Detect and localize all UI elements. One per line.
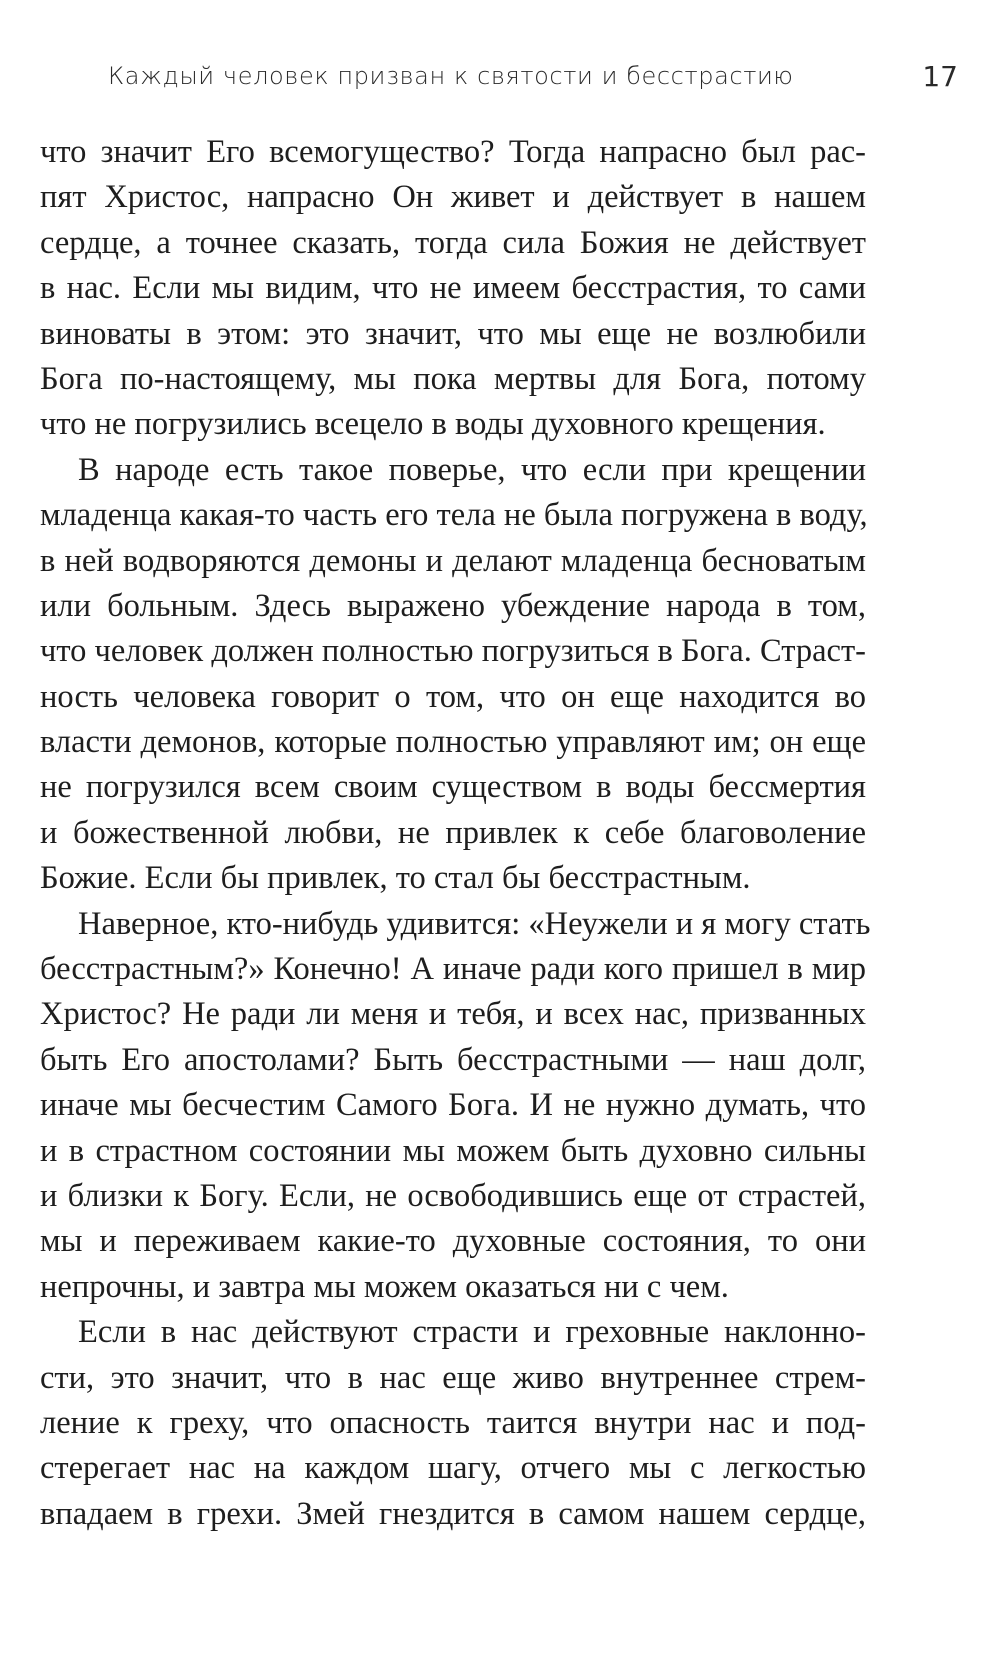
text-line: быть Его апостолами? Быть бесстрастными — наш долг, (40, 1041, 866, 1078)
text-line: стерегает нас на каждом шагу, отчего мы с легкостью (40, 1450, 866, 1487)
running-title: Каждый человек призван к святости и бесстрастию (108, 62, 794, 90)
text-line: иначе мы бесчестим Самого Бога. И не нужно думать, что (40, 1087, 866, 1124)
text-line: В народе есть такое поверье, что если при крещении (78, 451, 866, 488)
text-line: в ней водворяются демоны и делают младенца бесноватым (40, 542, 866, 579)
text-line: Наверное, кто-нибудь удивится: «Неужели и я могу стать (78, 905, 871, 942)
text-line: Бога по-настоящему, мы пока мертвы для Бога, потому (40, 360, 866, 397)
paragraph (40, 448, 866, 902)
text-line: бесстрастным?» Конечно! А иначе ради кого пришел в мир (40, 951, 866, 988)
text-line: не погрузился всем своим существом в воды бессмертия (40, 769, 866, 806)
text-line: сердце, а точнее сказать, тогда сила Божия не действует (40, 224, 866, 261)
text-line: впадаем в грехи. Змей гнездится в самом нашем сердце, (40, 1495, 866, 1532)
text-line: что человек должен полностью погрузиться в Бога. Страст- (40, 633, 866, 670)
body-text (40, 130, 871, 1537)
text-line: мы и переживаем какие-то духовные состояния, то они (40, 1223, 866, 1260)
text-line: власти демонов, которые полностью управляют им; он еще (40, 724, 866, 761)
text-line: что значит Его всемогущество? Тогда напрасно был рас- (40, 134, 866, 170)
text-line: Христос? Не ради ли меня и тебя, и всех нас, призванных (40, 996, 866, 1033)
paragraph (40, 902, 871, 1311)
text-line: Если в нас действуют страсти и греховные наклонно- (78, 1314, 866, 1351)
page-number: 17 (922, 60, 958, 93)
text-line: непрочны, и завтра мы можем оказаться ни с чем. (40, 1268, 729, 1305)
text-line: ление к греху, что опасность таится внутри нас и под- (40, 1404, 866, 1441)
text-line: в нас. Если мы видим, что не имеем бесстрастия, то сами (40, 270, 866, 307)
text-line: или больным. Здесь выражено убеждение народа в том, (40, 587, 866, 624)
text-line: пят Христос, напрасно Он живет и действует в нашем (40, 179, 866, 216)
text-line: что не погрузились всецело в воды духовного крещения. (40, 406, 826, 443)
text-line: и близки к Богу. Если, не освободившись еще от страстей, (40, 1177, 866, 1214)
paragraph (40, 130, 866, 448)
text-line: младенца какая-то часть его тела не была погружена в воду, (40, 497, 868, 534)
text-line: ность человека говорит о том, что он еще находится во (40, 678, 866, 715)
text-line: Божие. Если бы привлек, то стал бы бесстрастным. (40, 860, 751, 897)
text-line: и в страстном состоянии мы можем быть духовно сильны (40, 1132, 866, 1169)
running-header (0, 62, 1000, 102)
text-line: виноваты в этом: это значит, что мы еще не возлюбили (40, 315, 866, 352)
paragraph (40, 1310, 866, 1537)
text-line: и божественной любви, не привлек к себе благоволение (40, 814, 866, 851)
text-line: сти, это значит, что в нас еще живо внутреннее стрем- (40, 1359, 866, 1396)
